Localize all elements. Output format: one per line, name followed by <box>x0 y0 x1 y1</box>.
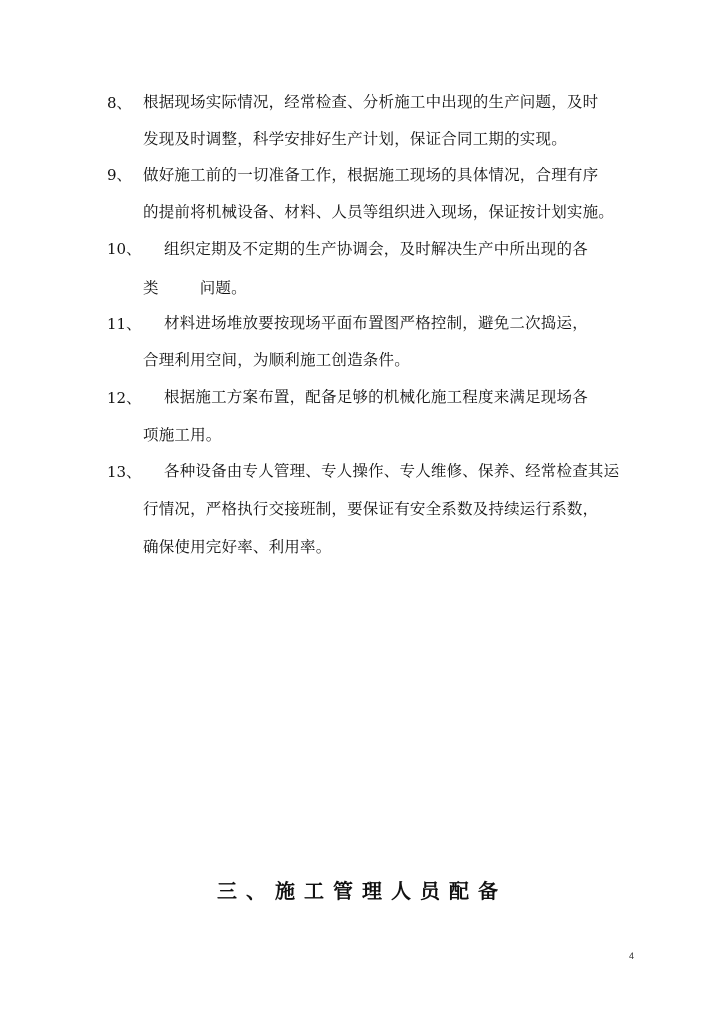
item-number: 9、 <box>107 166 132 184</box>
item-number: 10、 <box>107 240 142 258</box>
item-text-line: 合理利用空间，为顺利施工创造条件。 <box>143 351 410 369</box>
item-number: 8、 <box>107 94 132 112</box>
item-text-line: 确保使用完好率、利用率。 <box>143 538 332 556</box>
item-number: 11、 <box>107 315 142 333</box>
item-number: 12、 <box>107 389 142 407</box>
item-text-line: 根据施工方案布置，配备足够的机械化施工程度来满足现场各 <box>164 388 588 406</box>
page-number: 4 <box>629 951 635 961</box>
item-text-line: 材料进场堆放要按现场平面布置图严格控制，避免二次捣运， <box>164 314 588 332</box>
item-text-line: 各种设备由专人管理、专人操作、专人维修、保养、经常检查其运 <box>164 462 620 480</box>
item-text-line: 组织定期及不定期的生产协调会，及时解决生产中所出现的各 <box>164 240 588 258</box>
item-text-line: 做好施工前的一切准备工作，根据施工现场的具体情况，合理有序 <box>143 166 599 184</box>
item-text-line: 的提前将机械设备、材料、人员等组织进入现场，保证按计划实施。 <box>143 203 615 221</box>
item-text-line: 根据现场实际情况，经常检查、分析施工中出现的生产问题，及时 <box>143 93 599 111</box>
item-text-line: 发现及时调整，科学安排好生产计划，保证合同工期的实现。 <box>143 130 567 148</box>
item-number: 13、 <box>107 463 142 481</box>
item-text-line: 项施工用。 <box>143 426 222 444</box>
section-title: 三、施工管理人员配备 <box>217 879 507 903</box>
item-text-line: 行情况，严格执行交接班制，要保证有安全系数及持续运行系数， <box>143 500 599 518</box>
item-text-line: 类 问题。 <box>143 279 247 297</box>
